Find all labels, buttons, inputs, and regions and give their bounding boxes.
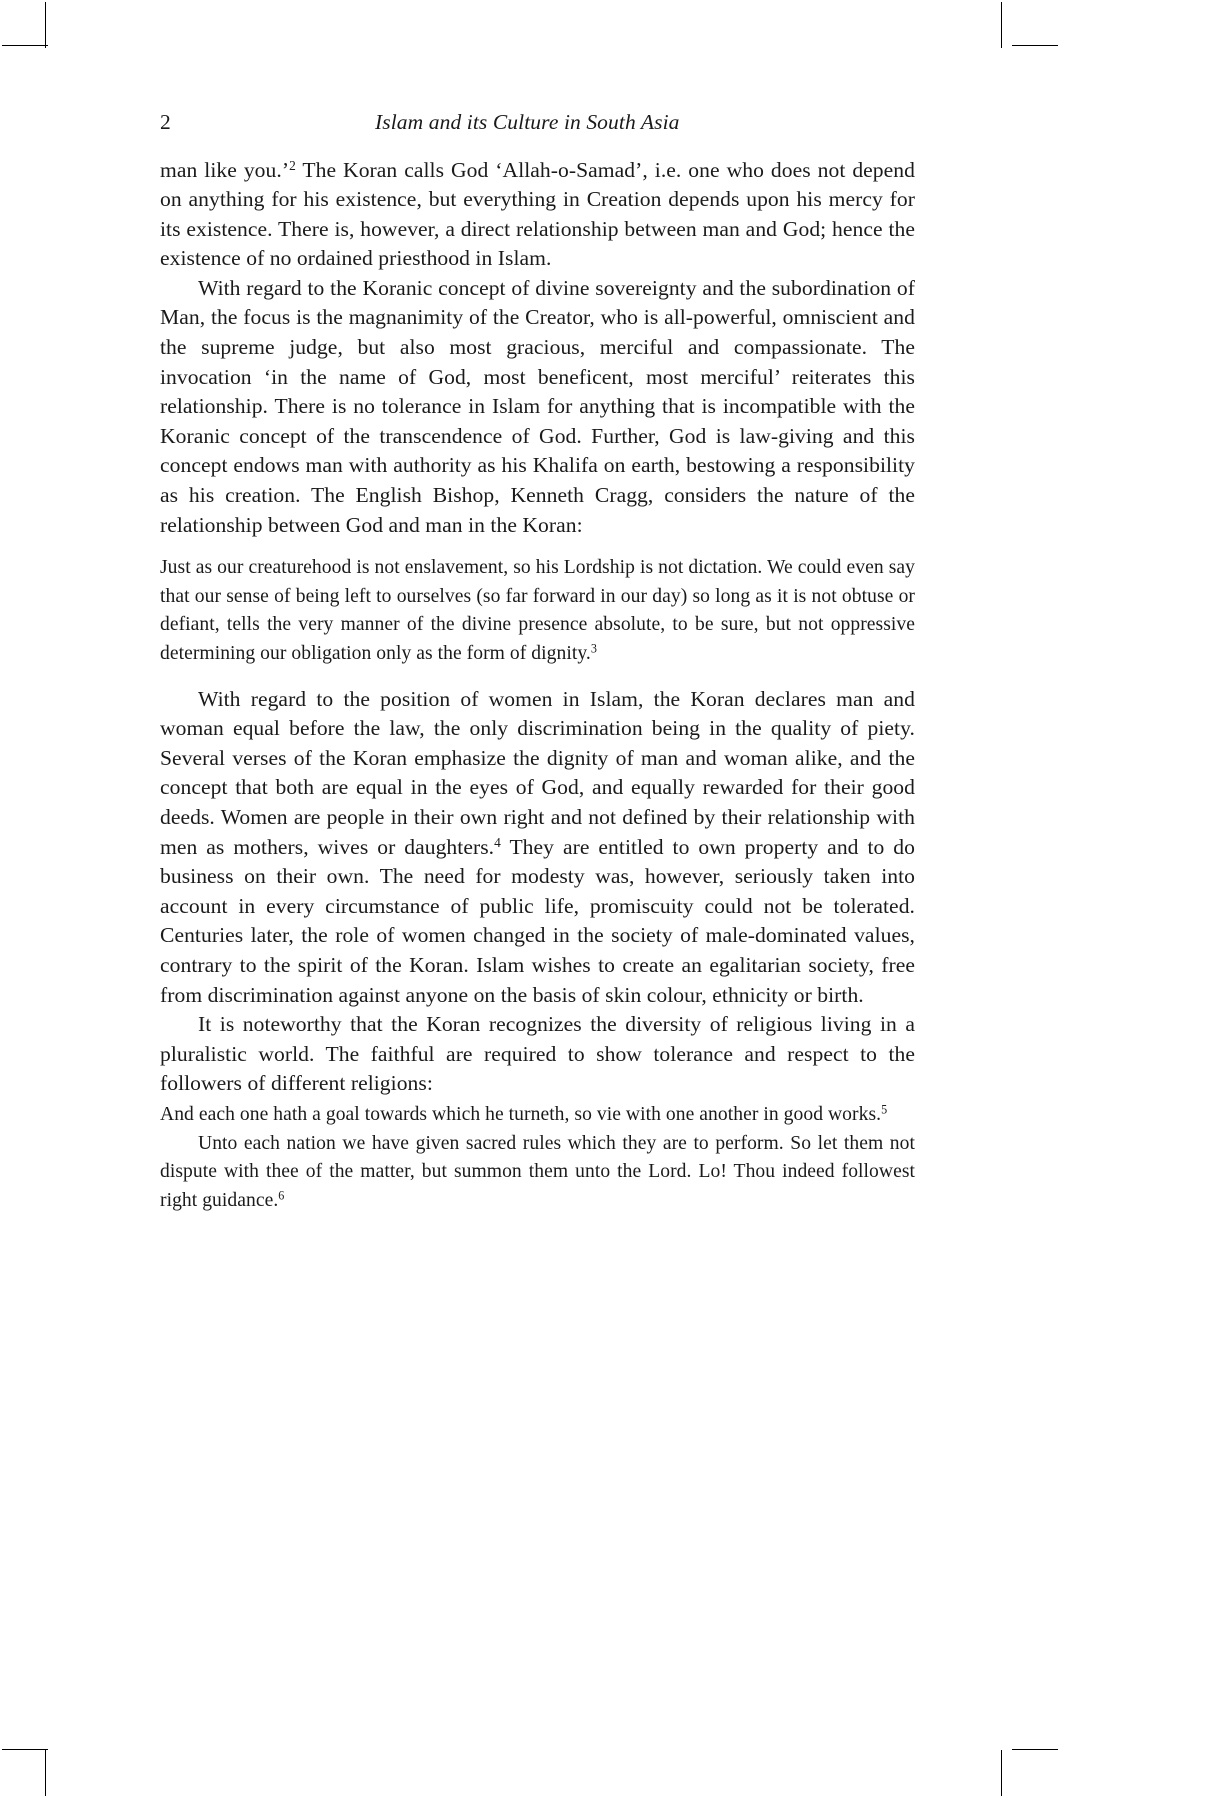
page-number: 2 (160, 110, 171, 134)
blockquote-text (160, 1130, 915, 1216)
paragraph-text: man like you.’ (160, 157, 290, 182)
footnote-marker-6[interactable]: 6 (278, 1188, 285, 1203)
crop-mark-top-left-vertical (45, 2, 46, 48)
blockquote-koran-nation (160, 1130, 915, 1216)
paragraph-continuation (160, 156, 915, 274)
blockquote-body: Unto each nation we have given sacred rules which they are to perform. So let them not dispute with thee of the matter, but summon them unto the Lord. Lo! Thou indeed followest right guidance. (160, 1132, 915, 1211)
blockquote-body: Just as our creaturehood is not enslavement, so his Lordship is not dictation. We could even say that our sense of being left to ourselves (so far forward in our day) so long as it is not obtuse or defiant, tells the very manner of the divine presence absolute, to be sure, but not oppressive determining our obligation only as the form of dignity. (160, 557, 915, 664)
paragraph-text: With regard to the position of women in Islam, the Koran declares man and woman equal before the law, the only discrimination being in the quality of piety. Several verses of the Koran emphasize the dignity of man and woman alike, and the concept that both are equal in the eyes of God, and equally rewarded for their good deeds. Women are people in their own right and not defined by their relationship with men as mothers, wives or daughters. (160, 686, 915, 859)
crop-mark-top-right-horizontal (1012, 45, 1058, 46)
paragraph-text-rest: The Koran calls God ‘Allah-o-Samad’, i.e. one who does not depend on anything for his existence, but everything in Creation depends upon his mercy for its existence. There is, however, a direct relationship between man and God; hence the existence of no ordained priesthood in Islam. (160, 157, 915, 271)
footnote-marker-3[interactable]: 3 (590, 641, 597, 656)
running-head (160, 112, 915, 134)
crop-mark-top-right-vertical (1001, 2, 1002, 48)
blockquote-text (160, 1101, 915, 1130)
footnote-marker-5[interactable]: 5 (881, 1102, 888, 1117)
blockquote-cragg (160, 554, 915, 668)
paragraph-pluralism: It is noteworthy that the Koran recognizes the diversity of religious living in a pluralistic world. The faithful are required to show tolerance and respect to the followers of different religions: (160, 1012, 915, 1096)
paragraph-text-rest: They are entitled to own property and to do business on their own. The need for modesty was, however, seriously taken into account in every circumstance of public life, promiscuity could not be tolerated. Centuries later, the role of women changed in the society of male-dominated values, contrary to the spirit of the Koran. Islam wishes to create an egalitarian society, free from discrimination against anyone on the basis of skin colour, ethnicity or birth. (160, 834, 916, 1007)
paragraph-divine-sovereignty: With regard to the Koranic concept of divine sovereignty and the subordination of Man, the focus is the magnanimity of the Creator, who is all-powerful, omniscient and the supreme judge, but also most gracious, merciful and compassionate. The invocation ‘in the name of God, most beneficent, most merciful’ reiterates this relationship. There is no tolerance in Islam for anything that is incompatible with the Koranic concept of the transcendence of God. Further, God is law-giving and this concept endows man with authority as his Khalifa on earth, bestowing a responsibility as his creation. The English Bishop, Kenneth Cragg, considers the nature of the relationship between God and man in the Koran: (160, 275, 915, 537)
crop-mark-bottom-right-vertical (1001, 1750, 1002, 1796)
crop-mark-bottom-left-horizontal (2, 1749, 48, 1750)
blockquote-body: And each one hath a goal towards which he turneth, so vie with one another in good works. (160, 1103, 882, 1125)
crop-mark-bottom-right-horizontal (1012, 1749, 1058, 1750)
blockquote-text (160, 554, 915, 668)
blockquote-koran-goal (160, 1101, 915, 1130)
paragraph-women-in-islam (160, 685, 915, 1011)
crop-mark-bottom-left-vertical (45, 1750, 46, 1796)
footnote-marker-2[interactable]: 2 (289, 157, 296, 173)
text-block (160, 112, 915, 1215)
running-head-title: Islam and its Culture in South Asia (375, 110, 680, 134)
crop-mark-top-left-horizontal (2, 45, 48, 46)
footnote-marker-4[interactable]: 4 (494, 834, 501, 850)
